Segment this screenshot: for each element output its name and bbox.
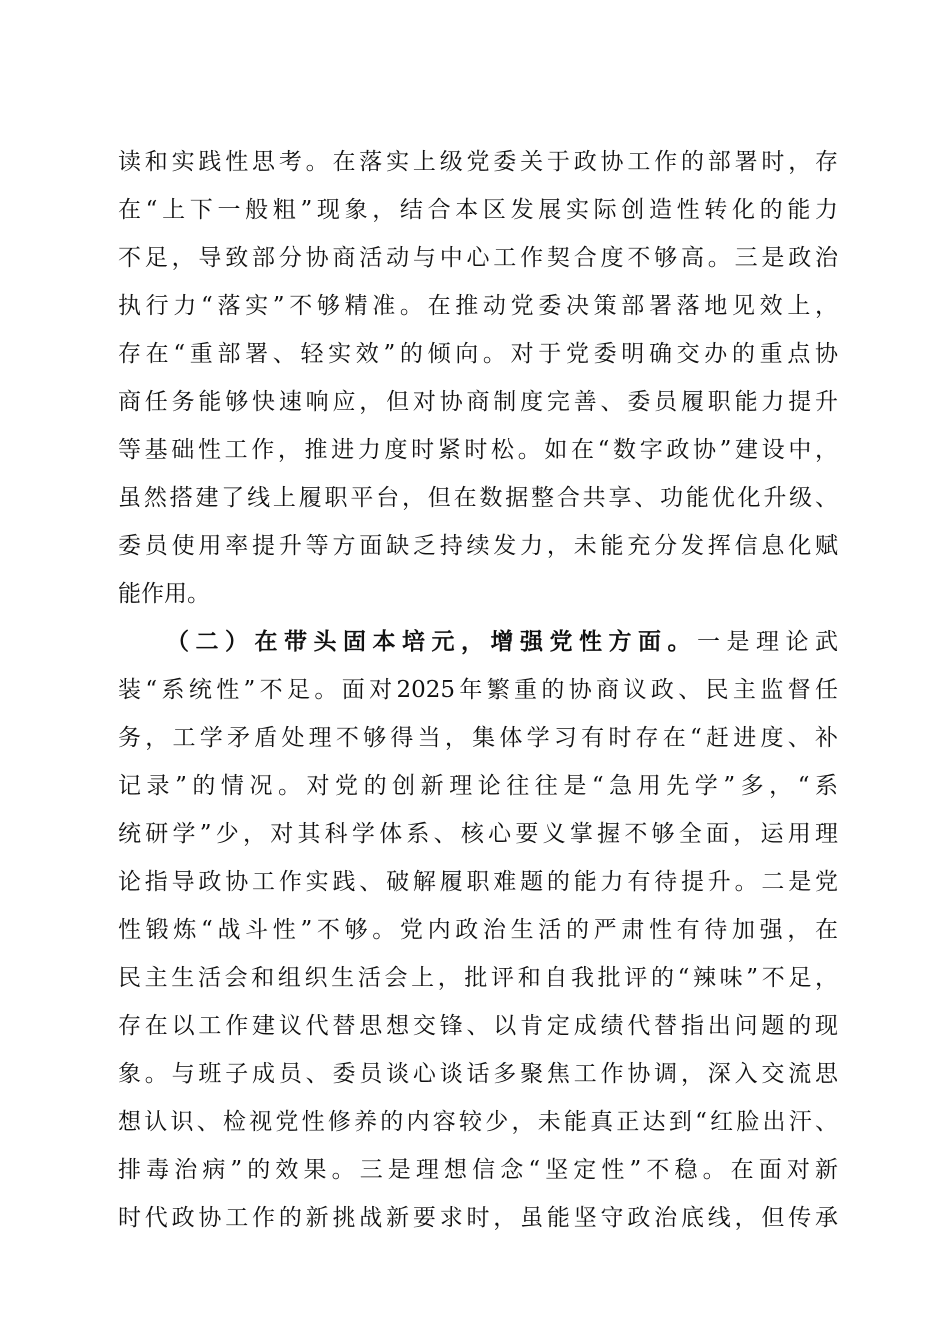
body-line: 在“上下一般粗”现象，结合本区发展实际创造性转化的能力	[118, 197, 838, 223]
body-line: 想认识、检视党性修养的内容较少，未能真正达到“红脸出汗、	[118, 1109, 838, 1135]
body-line: 记录”的情况。对党的创新理论往往是“急用先学”多，“系	[118, 773, 838, 799]
body-line: 民主生活会和组织生活会上，批评和自我批评的“辣味”不足，	[118, 965, 838, 991]
body-line: 时代政协工作的新挑战新要求时，虽能坚守政治底线，但传承	[118, 1205, 838, 1231]
body-line: 存在以工作建议代替思想交锋、以肯定成绩代替指出问题的现	[118, 1013, 838, 1039]
body-line: 虽然搭建了线上履职平台，但在数据整合共享、功能优化升级、	[118, 485, 838, 511]
body-line: 性锻炼“战斗性”不够。党内政治生活的严肃性有待加强，在	[118, 917, 838, 943]
body-line: 务，工学矛盾处理不够得当，集体学习有时存在“赶进度、补	[118, 725, 838, 751]
section-heading-line	[166, 622, 838, 662]
body-line: 等基础性工作，推进力度时紧时松。如在“数字政协”建设中，	[118, 437, 838, 463]
body-line: 商任务能够快速响应，但对协商制度完善、委员履职能力提升	[118, 389, 838, 415]
body-line: 不足，导致部分协商活动与中心工作契合度不够高。三是政治	[118, 245, 838, 271]
body-line: 象。与班子成员、委员谈心谈话多聚焦工作协调，深入交流思	[118, 1061, 838, 1087]
body-line: 能作用。	[118, 581, 210, 607]
body-line: 执行力“落实”不够精准。在推动党委决策部署落地见效上，	[118, 293, 838, 319]
body-line: 委员使用率提升等方面缺乏持续发力，未能充分发挥信息化赋	[118, 533, 838, 559]
body-line: 装“系统性”不足。面对2025年繁重的协商议政、民主监督任	[118, 677, 838, 703]
body-line: 读和实践性思考。在落实上级党委关于政协工作的部署时，存	[118, 149, 838, 175]
section-heading-rest: 一是理论武	[697, 629, 838, 655]
body-line: 存在“重部署、轻实效”的倾向。对于党委明确交办的重点协	[118, 341, 838, 367]
body-line: 论指导政协工作实践、破解履职难题的能力有待提升。二是党	[118, 869, 838, 895]
section-heading: （二）在带头固本培元，增强党性方面。	[166, 628, 697, 655]
body-line: 排毒治病”的效果。三是理想信念“坚定性”不稳。在面对新	[118, 1157, 838, 1183]
body-line: 统研学”少，对其科学体系、核心要义掌握不够全面，运用理	[118, 821, 838, 847]
